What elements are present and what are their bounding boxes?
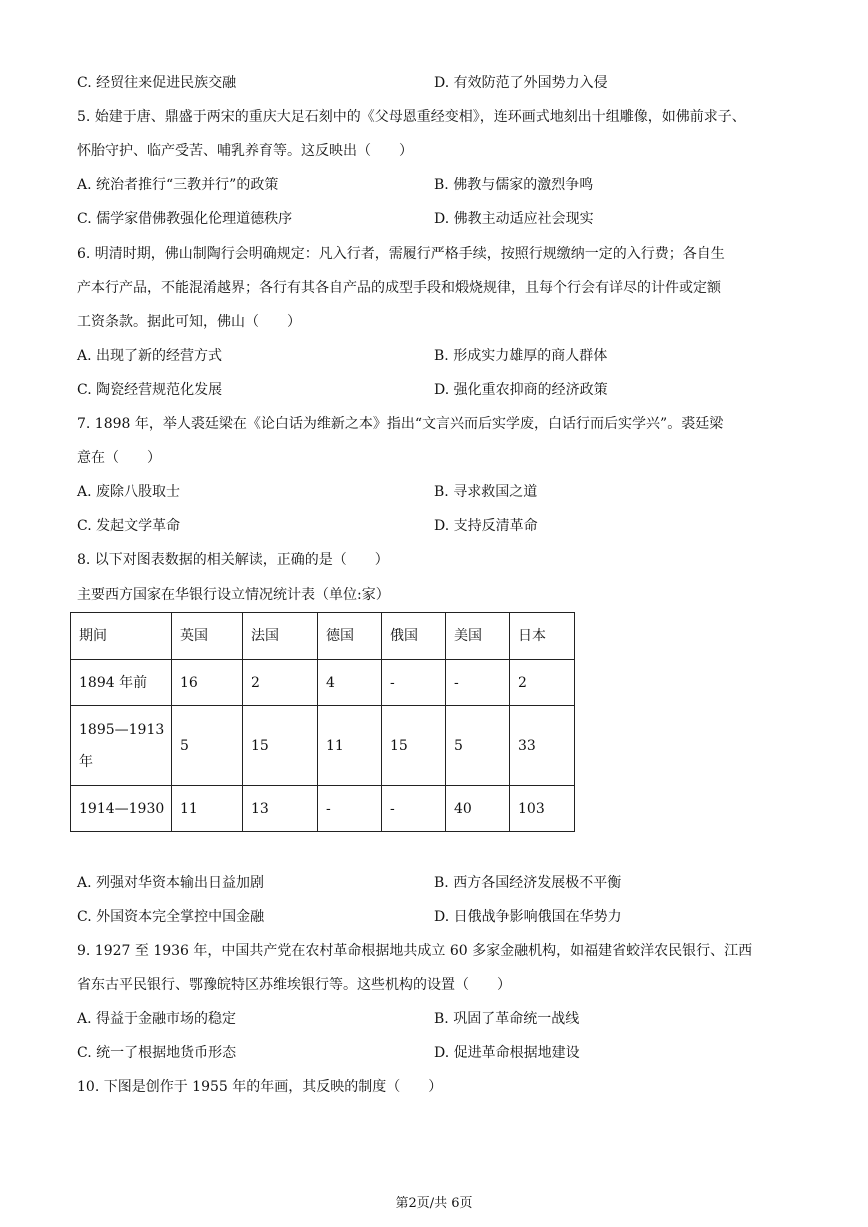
- q9-option-c: C. 统一了根据地货币形态: [77, 1045, 237, 1061]
- q6-option-b: B. 形成实力雄厚的商人群体: [434, 348, 608, 364]
- table-header-row: [71, 613, 575, 660]
- q5-option-c: C. 儒学家借佛教强化伦理道德秩序: [77, 211, 293, 227]
- q9-option-d: D. 促进革命根据地建设: [434, 1045, 580, 1061]
- q7-option-c: C. 发起文学革命: [77, 518, 181, 534]
- table-cell: -: [382, 660, 446, 706]
- q4-option-c: C. 经贸往来促进民族交融: [77, 75, 237, 91]
- q8-option-a: A. 列强对华资本输出日益加剧: [77, 875, 265, 891]
- table-cell: 103: [510, 786, 575, 832]
- table-title: 主要西方国家在华银行设立情况统计表（单位:家）: [77, 587, 390, 603]
- table-cell: 40: [446, 786, 510, 832]
- q9-stem-line-1: 9. 1927 至 1936 年，中国共产党在农村革命根据地共成立 60 多家金融机构，如福建省蛟洋农民银行、江西: [77, 943, 753, 959]
- q6-stem-line-1: 6. 明清时期，佛山制陶行会明确规定：凡入行者，需履行严格手续，按照行规缴纳一定的入行费；各自生: [77, 246, 725, 262]
- q5-option-b: B. 佛教与儒家的激烈争鸣: [434, 177, 594, 193]
- header-cell: 日本: [510, 613, 575, 660]
- q7-option-d: D. 支持反清革命: [434, 518, 538, 534]
- q9-option-b: B. 巩固了革命统一战线: [434, 1011, 580, 1027]
- table-cell: 15: [382, 706, 446, 786]
- table-cell: 33: [510, 706, 575, 786]
- q5-stem-line-2: 怀胎守护、临产受苦、哺乳养育等。这反映出（ ）: [77, 143, 413, 159]
- q5-option-d: D. 佛教主动适应社会现实: [434, 211, 594, 227]
- table-cell: 11: [318, 706, 382, 786]
- q7-stem-line-1: 7. 1898 年，举人裘廷梁在《论白话为维新之本》指出“文言兴而后实学废，白话行而后实学兴”。裘廷梁: [77, 416, 724, 432]
- table-row: [71, 786, 575, 832]
- table-cell: 13: [243, 786, 318, 832]
- q9-option-a: A. 得益于金融市场的稳定: [77, 1011, 237, 1027]
- header-cell: 期间: [71, 613, 172, 660]
- table-cell: 15: [243, 706, 318, 786]
- q6-option-d: D. 强化重农抑商的经济政策: [434, 382, 608, 398]
- q6-stem-line-2: 产本行产品，不能混淆越界；各行有其各自产品的成型手段和煅烧规律，且每个行会有详尽的计件或定额: [77, 280, 721, 296]
- table-row: [71, 660, 575, 706]
- period-line-2: 年: [79, 753, 93, 770]
- q8-option-d: D. 日俄战争影响俄国在华势力: [434, 909, 622, 925]
- q6-option-a: A. 出现了新的经营方式: [77, 348, 223, 364]
- table-cell: -: [318, 786, 382, 832]
- table-cell: 4: [318, 660, 382, 706]
- period-line-1: 1895—1913: [79, 721, 165, 738]
- table-cell: 16: [172, 660, 243, 706]
- header-cell: 英国: [172, 613, 243, 660]
- header-cell: 美国: [446, 613, 510, 660]
- bank-statistics-table: [70, 612, 575, 832]
- table-row: [71, 706, 575, 786]
- q8-option-b: B. 西方各国经济发展极不平衡: [434, 875, 622, 891]
- table-cell: [71, 706, 172, 786]
- q8-option-c: C. 外国资本完全掌控中国金融: [77, 909, 265, 925]
- table-cell: 1914—1930: [71, 786, 172, 832]
- page-number: 第2页/共 6页: [395, 1196, 473, 1211]
- table-cell: -: [446, 660, 510, 706]
- table-cell: 11: [172, 786, 243, 832]
- table-cell: 2: [510, 660, 575, 706]
- header-cell: 法国: [243, 613, 318, 660]
- q4-option-d: D. 有效防范了外国势力入侵: [434, 75, 608, 91]
- q10-stem: 10. 下图是创作于 1955 年的年画，其反映的制度（ ）: [77, 1079, 443, 1095]
- table-cell: -: [382, 786, 446, 832]
- q7-option-b: B. 寻求救国之道: [434, 484, 538, 500]
- q6-option-c: C. 陶瓷经营规范化发展: [77, 382, 223, 398]
- table-cell: 1894 年前: [71, 660, 172, 706]
- table-cell: 5: [172, 706, 243, 786]
- q6-stem-line-3: 工资条款。据此可知，佛山（ ）: [77, 314, 301, 330]
- q7-option-a: A. 废除八股取士: [77, 484, 181, 500]
- table-cell: 2: [243, 660, 318, 706]
- q8-stem: 8. 以下对图表数据的相关解读，正确的是（ ）: [77, 552, 389, 568]
- q5-stem-line-1: 5. 始建于唐、鼎盛于两宋的重庆大足石刻中的《父母恩重经变相》，连环画式地刻出十组雕像，如佛前求子、: [77, 109, 746, 125]
- header-cell: 德国: [318, 613, 382, 660]
- q9-stem-line-2: 省东古平民银行、鄂豫皖特区苏维埃银行等。这些机构的设置（ ）: [77, 977, 511, 993]
- q5-option-a: A. 统治者推行“三教并行”的政策: [77, 177, 279, 193]
- table-cell: 5: [446, 706, 510, 786]
- q7-stem-line-2: 意在（ ）: [77, 450, 161, 466]
- header-cell: 俄国: [382, 613, 446, 660]
